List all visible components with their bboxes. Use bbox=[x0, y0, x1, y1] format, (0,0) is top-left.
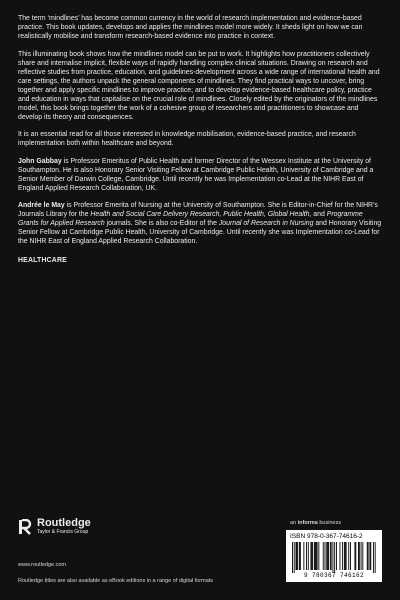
barcode-bar bbox=[354, 542, 355, 570]
barcode-bar bbox=[314, 542, 315, 570]
barcode-bar bbox=[310, 542, 311, 570]
informa-brand: informa bbox=[297, 520, 318, 526]
barcode-bar bbox=[328, 542, 329, 570]
barcode-bar bbox=[345, 542, 346, 570]
barcode-bar bbox=[311, 542, 312, 570]
barcode-bar bbox=[315, 542, 316, 570]
publisher-logo bbox=[18, 518, 218, 535]
isbn-barcode bbox=[286, 530, 382, 582]
author-name-1: John Gabbay bbox=[18, 157, 62, 165]
barcode-bar bbox=[350, 542, 351, 570]
barcode-bar bbox=[342, 542, 343, 570]
barcode-bar bbox=[368, 542, 369, 570]
barcode-bar bbox=[336, 542, 337, 570]
description-paragraph-2: This illuminating book shows how the mindlines model can be put to work. It highlights how practitioners collectively share and internalise implicit, flexible ways of rapidly handling complex clinical situations. Drawing on research and reflective studies from practice, education, and guidelines-development across a wide range of international health and care settings, the authors unpack the general components of mindlines. They find practical ways to uncover, bring together and apply specific mindlines to improve practice; and to develop evidence-based healthcare policy, practice and education in ways that capitalise on the crucial role of mindlines. Closely edited by the originators of the mindlines model, this book brings together the work of a cohesive group of researchers and practitioners to showcase and develop its theory and consequences. bbox=[18, 50, 380, 121]
barcode-bar bbox=[358, 542, 359, 570]
barcode-bar bbox=[296, 542, 297, 570]
back-cover-text bbox=[18, 14, 384, 265]
barcode-bar bbox=[355, 542, 356, 570]
barcode-bar bbox=[340, 542, 341, 570]
barcode-bar bbox=[334, 542, 335, 573]
barcode-bar bbox=[370, 542, 371, 570]
barcode-bar bbox=[330, 542, 331, 570]
barcode-bar bbox=[318, 542, 319, 570]
barcode-bar bbox=[375, 542, 376, 573]
author-bio-2-text-b: and bbox=[311, 211, 327, 218]
barcode-bar bbox=[317, 542, 318, 570]
barcode-bar bbox=[332, 542, 333, 573]
publisher-group: Taylor & Francis Group bbox=[37, 529, 89, 535]
barcode-bar bbox=[359, 542, 360, 570]
barcode-bar bbox=[303, 542, 304, 570]
barcode-bar bbox=[316, 542, 317, 570]
author-bio-2-jrn: Journal of Research in Nursing bbox=[218, 220, 314, 227]
barcode-bar bbox=[300, 542, 301, 570]
barcode-bar bbox=[297, 542, 298, 570]
barcode-bar bbox=[344, 542, 345, 570]
author-bio-2-programme-grants: Programme Grants for Applied Research bbox=[18, 211, 363, 227]
informa-suffix: business bbox=[317, 520, 342, 526]
author-bio-2-text-c: journals. She is also co-Editor of the bbox=[104, 220, 219, 227]
barcode-bar bbox=[326, 542, 327, 570]
barcode-bar bbox=[361, 542, 362, 570]
barcode-bar bbox=[323, 542, 324, 570]
description-paragraph-3: It is an essential read for all those interested in knowledge mobilisation, evidence-based practice, and research implementation both within healthcare and beyond. bbox=[18, 131, 356, 147]
publisher-website: www.routledge.com bbox=[18, 562, 66, 568]
subject-category: HEALTHCARE bbox=[18, 257, 67, 264]
ebook-note: Routledge titles are also available as eBook editions in a range of digital formats bbox=[18, 578, 214, 584]
barcode-bar bbox=[292, 542, 293, 573]
publisher-name: Routledge bbox=[37, 517, 91, 529]
barcode-bar bbox=[348, 542, 349, 570]
barcode-bar bbox=[294, 542, 295, 573]
informa-prefix: an bbox=[290, 520, 298, 526]
author-name-2: Andrée le May bbox=[18, 202, 65, 209]
author-bio-2-journals: Health and Social Care Delivery Research, Public Health, Global Health, bbox=[90, 211, 312, 218]
barcode-bar bbox=[373, 542, 374, 573]
barcode-bar bbox=[325, 542, 326, 570]
author-bio-1-text: is Professor Emeritus of Public Health and former Director of the Wessex Institute at the University of Southampton. He is also Honorary Senior Visiting Fellow at Cambridge Public Health, University of Cambridge and a Senior Member of Darwin College, Cambridge. Until recently he was Implementation co-Lead at the NIHR East of England Applied Research Collaboration, UK. bbox=[18, 157, 374, 192]
isbn-label: ISBN 978-0-367-74616-2 bbox=[290, 533, 363, 540]
informa-business-mark bbox=[290, 520, 341, 526]
barcode-bar bbox=[362, 542, 363, 570]
barcode-bar bbox=[308, 542, 309, 570]
barcode-bar bbox=[331, 542, 332, 570]
author-bio-2 bbox=[18, 201, 384, 246]
barcode-bar bbox=[327, 542, 328, 570]
author-bio-2-text-d: and Honorary Visiting Senior Fellow at Cambridge Public Health, University of Cambridge. Until recently she was Implementation co-Lead for the NIHR East of England Applied Research Collaboration. bbox=[18, 220, 382, 245]
author-bio-2-text-a: is Professor Emerita of Nursing at the University of Southampton. She is Editor-in-Chief for the NIHR’s Journals Library for the bbox=[18, 202, 378, 218]
author-bio-1 bbox=[18, 157, 384, 193]
barcode-bar bbox=[346, 542, 347, 570]
barcode-bar bbox=[367, 542, 368, 570]
description-paragraph-1: The term ‘mindlines’ has become common currency in the world of research implementation and evidence-based practice. This book updates, develops and applies the mindlines model more widely. It sheds light on how we can realistically mobilise and transform research-based evidence into practice in context. bbox=[18, 15, 363, 40]
routledge-logo-icon bbox=[18, 519, 32, 535]
barcode-bar bbox=[306, 542, 307, 570]
barcode-bar bbox=[299, 542, 300, 570]
barcode-bar bbox=[296, 542, 297, 570]
barcode-bar bbox=[369, 542, 370, 570]
barcode-bar bbox=[312, 542, 313, 570]
ean-digits: 9 780367 746162 bbox=[303, 572, 364, 579]
